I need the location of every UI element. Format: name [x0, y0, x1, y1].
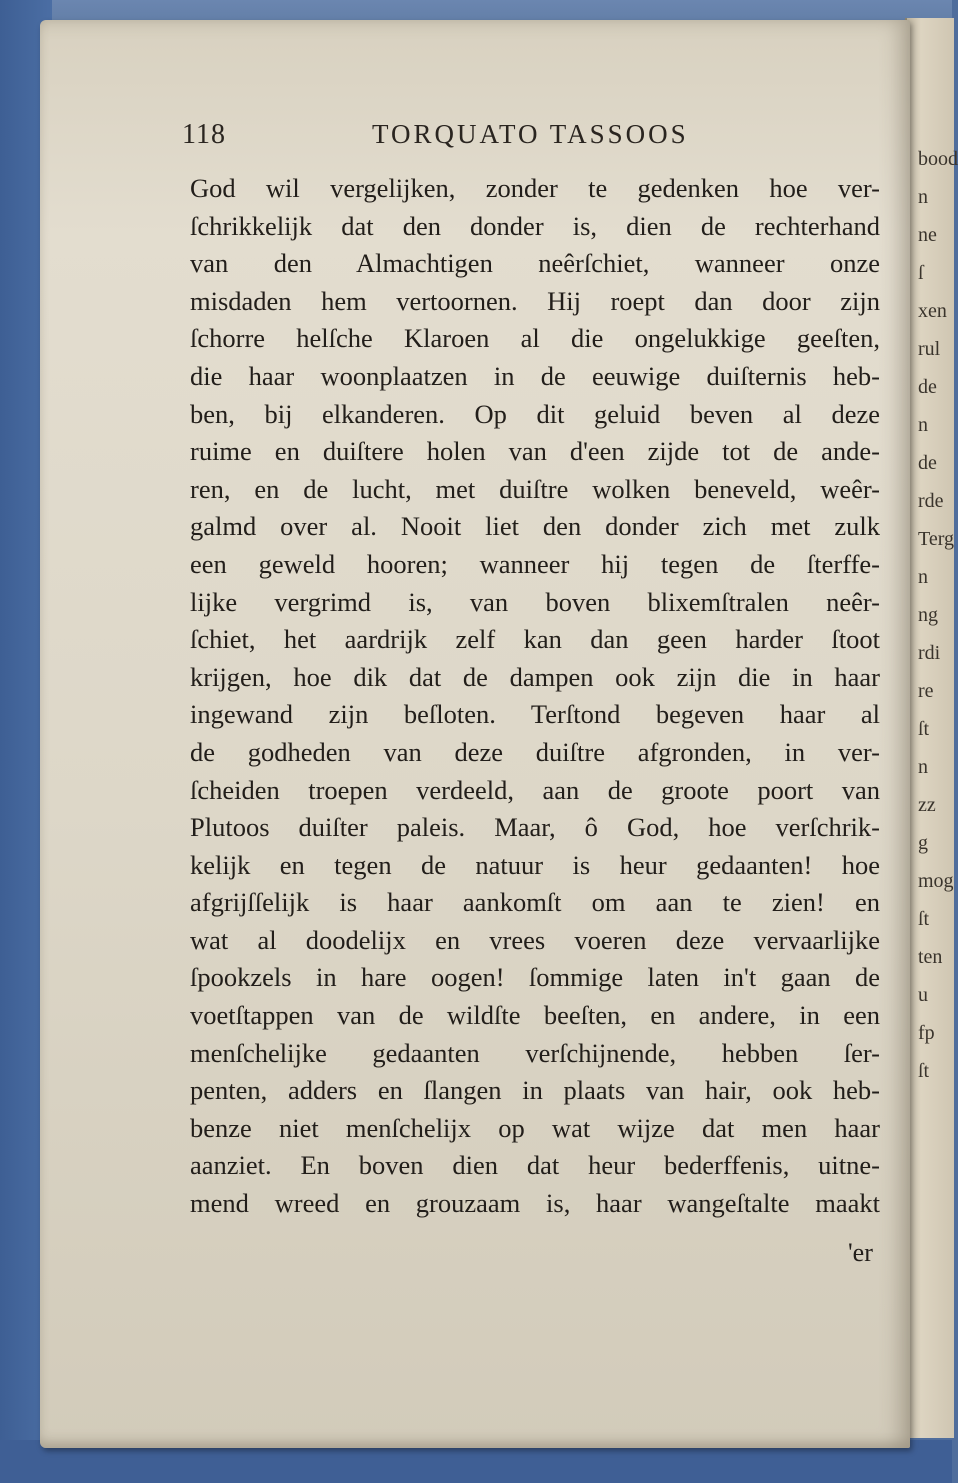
facing-page-fragment: de	[918, 376, 937, 398]
text-line: God wil vergelijken, zonder te gedenken hoe ver-	[190, 173, 880, 203]
facing-page-fragment: Terg	[918, 528, 954, 550]
facing-page-fragment: n	[918, 566, 928, 588]
text-line: van den Almachtigen neêrſchiet, wanneer onze	[190, 248, 880, 279]
running-title: TORQUATO TASSOOS	[372, 119, 689, 149]
facing-page-fragment: xen	[918, 300, 947, 322]
text-line: Plutoos duiſter paleis. Maar, ô God, hoe verſchrik-	[190, 812, 880, 843]
text-line: lijke vergrimd is, van boven blixemſtralen neêr-	[190, 586, 880, 617]
text-line: benze niet menſchelijx op wat wijze dat men haar	[190, 1112, 880, 1143]
text-line: de godheden van deze duiſtre afgronden, in ver-	[190, 736, 880, 767]
facing-page-fragment: ſt	[918, 908, 930, 930]
facing-page-fragment: ne	[918, 224, 937, 246]
text-line: mend wreed en grouzaam is, haar wangeſtalte maakt	[190, 1188, 880, 1219]
text-line: galmd over al. Nooit liet den donder zich met zulk	[190, 511, 880, 542]
text-line: ruime en duiſtere holen van d'een zijde tot de ande-	[190, 436, 880, 467]
text-line: ſpookzels in hare oogen! ſommige laten in't gaan de	[190, 962, 880, 993]
text-line: ben, bij elkanderen. Op dit geluid beven al deze	[190, 398, 880, 429]
text-line: krijgen, hoe dik dat de dampen ook zijn die in haar	[190, 661, 880, 692]
facing-page-fragment: n	[918, 414, 928, 436]
page-number: 118	[182, 119, 226, 150]
facing-page-fragment: de	[918, 452, 937, 474]
text-line: menſchelijke gedaanten verſchijnende, hebben ſer-	[190, 1037, 880, 1068]
text-line: een geweld hooren; wanneer hij tegen de ſterffe-	[190, 548, 880, 579]
facing-page-fragment: ſ	[918, 262, 924, 284]
facing-page-fragment: ſt	[918, 1060, 930, 1082]
facing-page-fragment: n	[918, 186, 928, 208]
text-line: misdaden hem vertoornen. Hij roept dan door zijn	[190, 285, 880, 316]
text-line: afgrijſſelijk is haar aankomſt om aan te zien! en	[190, 887, 880, 918]
page-header	[182, 113, 742, 157]
facing-page-fragment: u	[918, 984, 928, 1006]
facing-page-fragment: g	[918, 832, 928, 854]
text-line: wat al doodelijx en vrees voeren deze vervaarlijke	[190, 924, 880, 955]
text-line: die haar woonplaatzen in de eeuwige duiſternis heb-	[190, 360, 880, 391]
facing-page-fragment: rul	[918, 338, 941, 360]
facing-page-fragment: n	[918, 756, 928, 778]
text-line: ſchorre helſche Klaroen al die ongelukkige geeſten,	[190, 323, 880, 354]
facing-page-fragment: ng	[918, 604, 938, 626]
facing-page-fragment: zz	[918, 794, 936, 816]
text-line: ſcheiden troepen verdeeld, aan de groote poort van	[190, 774, 880, 805]
text-line: kelijk en tegen de natuur is heur gedaanten! hoe	[190, 849, 880, 880]
facing-page-fragment: ſt	[918, 718, 930, 740]
facing-page-fragment: re	[918, 680, 934, 702]
facing-page-fragment: mog	[918, 870, 954, 892]
facing-page-fragment: bood	[918, 148, 958, 170]
facing-page-fragment: fp	[918, 1022, 935, 1044]
facing-page-fragment: rdi	[918, 642, 941, 664]
text-line: penten, adders en ſlangen in plaats van hair, ook heb-	[190, 1075, 880, 1106]
text-line: voetſtappen van de wildſte beeſten, en andere, in een	[190, 1000, 880, 1031]
facing-page-fragment: ten	[918, 946, 943, 968]
text-line: ſchrikkelijk dat den donder is, dien de rechterhand	[190, 210, 880, 241]
text-line: aanziet. En boven dien dat heur bederffenis, uitne-	[190, 1150, 880, 1181]
catchword: 'er	[848, 1238, 873, 1267]
text-line: ſchiet, het aardrijk zelf kan dan geen harder ſtoot	[190, 624, 880, 655]
facing-page-fragment: rde	[918, 490, 944, 512]
text-line: ren, en de lucht, met duiſtre wolken beneveld, weêr-	[190, 473, 880, 504]
facing-page-text	[918, 140, 958, 1300]
body-text	[190, 170, 890, 1223]
text-line: ingewand zijn beſloten. Terſtond begeven haar al	[190, 699, 880, 730]
